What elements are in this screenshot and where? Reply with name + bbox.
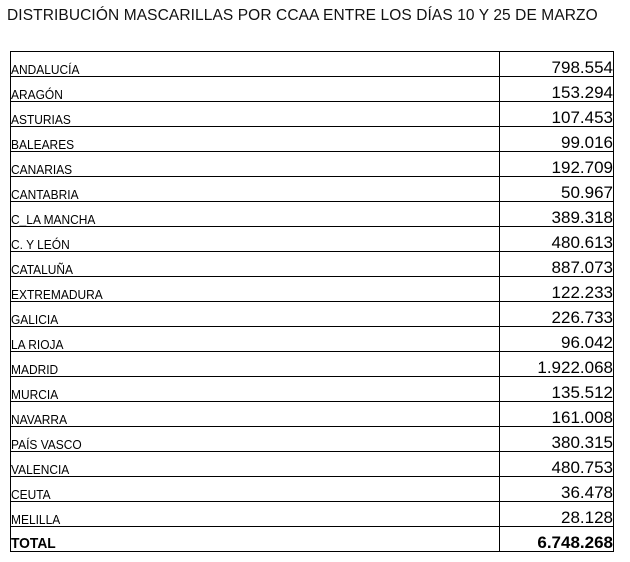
table-row	[11, 327, 614, 352]
region-name: LA RIOJA	[11, 337, 64, 352]
mask-count: 50.967	[500, 177, 614, 202]
region-name: MELILLA	[11, 512, 61, 527]
total-row	[11, 527, 614, 552]
region-name: CEUTA	[11, 487, 51, 502]
region-cell	[11, 52, 500, 77]
table-row	[11, 402, 614, 427]
region-cell	[11, 152, 500, 177]
table-row	[11, 77, 614, 102]
total-value: 6.748.268	[500, 527, 614, 552]
mask-count: 122.233	[500, 277, 614, 302]
mask-count: 99.016	[500, 127, 614, 152]
table-body	[11, 52, 614, 552]
region-cell	[11, 327, 500, 352]
region-cell	[11, 102, 500, 127]
region-name: ANDALUCÍA	[11, 62, 80, 77]
table-row	[11, 52, 614, 77]
region-name: PAÍS VASCO	[11, 437, 82, 452]
table-row	[11, 502, 614, 527]
region-name: MURCIA	[11, 387, 59, 402]
table-row	[11, 277, 614, 302]
table-row	[11, 352, 614, 377]
mask-count: 798.554	[500, 52, 614, 77]
table-row	[11, 202, 614, 227]
region-cell	[11, 452, 500, 477]
region-cell	[11, 302, 500, 327]
mask-count: 28.128	[500, 502, 614, 527]
region-name: C_LA MANCHA	[11, 212, 96, 227]
total-label: TOTAL	[11, 535, 56, 552]
mask-count: 153.294	[500, 77, 614, 102]
mask-count: 887.073	[500, 252, 614, 277]
region-name: NAVARRA	[11, 412, 68, 427]
region-name: CATALUÑA	[11, 262, 74, 277]
table-row	[11, 302, 614, 327]
region-name: VALENCIA	[11, 462, 70, 477]
mask-count: 226.733	[500, 302, 614, 327]
mask-count: 107.453	[500, 102, 614, 127]
region-cell	[11, 352, 500, 377]
total-label-cell	[11, 527, 500, 552]
region-cell	[11, 202, 500, 227]
region-name: BALEARES	[11, 137, 75, 152]
mask-count: 480.613	[500, 227, 614, 252]
mask-count: 389.318	[500, 202, 614, 227]
page-title: DISTRIBUCIÓN MASCARILLAS POR CCAA ENTRE LOS DÍAS 10 Y 25 DE MARZO	[7, 7, 598, 24]
region-cell	[11, 477, 500, 502]
region-name: ARAGÓN	[11, 87, 63, 102]
region-name: ASTURIAS	[11, 112, 71, 127]
region-cell	[11, 402, 500, 427]
mask-count: 96.042	[500, 327, 614, 352]
table-row	[11, 377, 614, 402]
table-row	[11, 152, 614, 177]
table-row	[11, 227, 614, 252]
table-row	[11, 177, 614, 202]
region-cell	[11, 252, 500, 277]
table-row	[11, 427, 614, 452]
region-name: MADRID	[11, 362, 59, 377]
mask-count: 135.512	[500, 377, 614, 402]
table-row	[11, 127, 614, 152]
region-cell	[11, 277, 500, 302]
region-name: EXTREMADURA	[11, 287, 103, 302]
table-row	[11, 102, 614, 127]
region-cell	[11, 427, 500, 452]
distribution-table	[10, 51, 614, 552]
region-name: CANTABRIA	[11, 187, 79, 202]
mask-count: 1.922.068	[500, 352, 614, 377]
region-cell	[11, 377, 500, 402]
mask-count: 161.008	[500, 402, 614, 427]
region-name: C. Y LEÓN	[11, 237, 70, 252]
region-name: CANARIAS	[11, 162, 73, 177]
mask-count: 36.478	[500, 477, 614, 502]
region-cell	[11, 502, 500, 527]
region-cell	[11, 177, 500, 202]
region-cell	[11, 127, 500, 152]
mask-count: 380.315	[500, 427, 614, 452]
mask-count: 192.709	[500, 152, 614, 177]
table-row	[11, 252, 614, 277]
table-row	[11, 452, 614, 477]
region-cell	[11, 77, 500, 102]
region-name: GALICIA	[11, 312, 59, 327]
mask-count: 480.753	[500, 452, 614, 477]
table-row	[11, 477, 614, 502]
region-cell	[11, 227, 500, 252]
